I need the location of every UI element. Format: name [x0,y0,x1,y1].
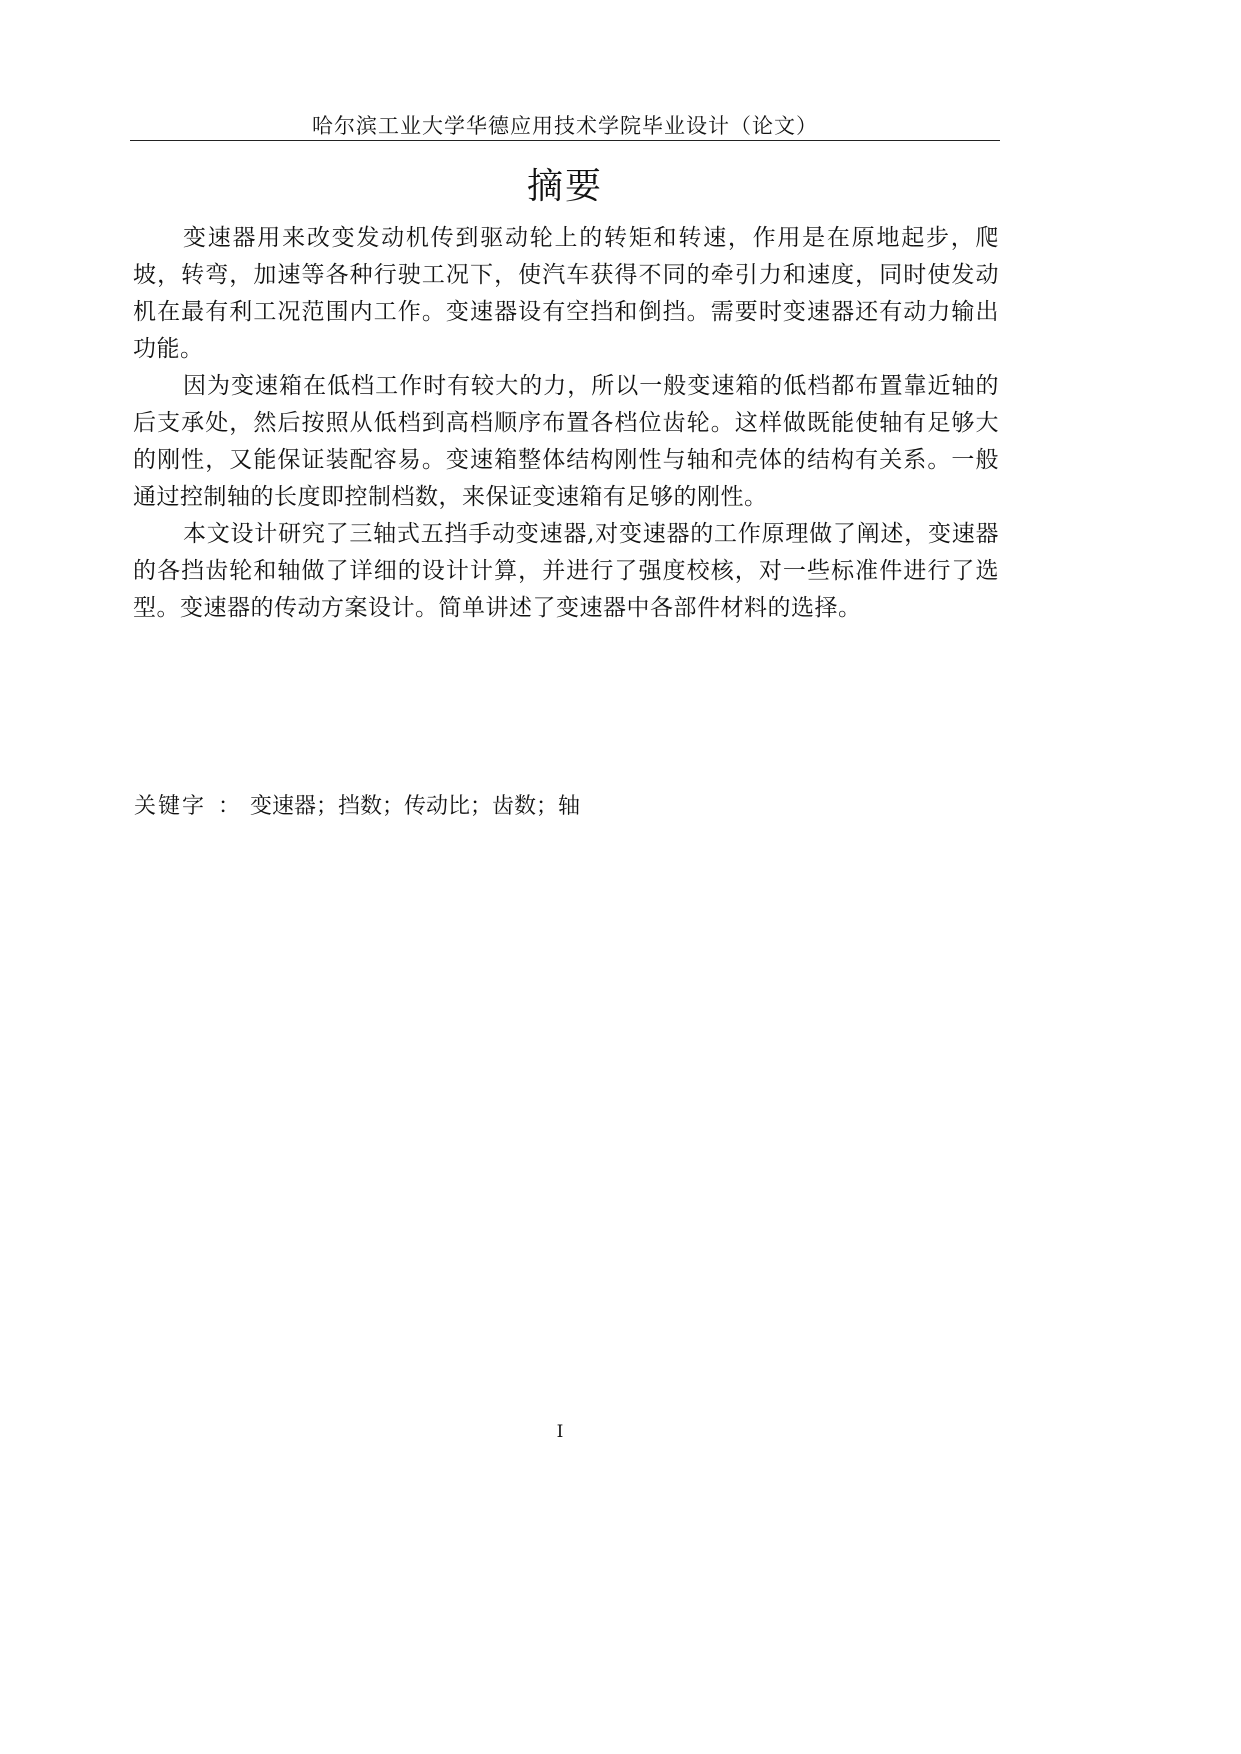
abstract-paragraph-3: 本文设计研究了三轴式五挡手动变速器,对变速器的工作原理做了阐述，变速器的各挡齿轮和轴做了详细的设计计算，并进行了强度校核，对一些标准件进行了选型。变速器的传动方案设计。简单讲述了变速器中各部件材料的选择。 [133,521,999,621]
abstract-body [133,220,999,627]
page-title: 摘要 [526,166,603,207]
abstract-paragraph-2: 因为变速箱在低档工作时有较大的力，所以一般变速箱的低档都布置靠近轴的后支承处，然后按照从低档到高档顺序布置各档位齿轮。这样做既能使轴有足够大的刚性，又能保证装配容易。变速箱整体结构刚性与轴和壳体的结构有关系。一般通过控制轴的长度即控制档数，来保证变速箱有足够的刚性。 [133,373,999,510]
keywords-separator: ： [218,794,241,819]
running-header: 哈尔滨工业大学华德应用技术学院毕业设计（论文） [312,114,818,138]
keywords-label: 关键字 [134,794,207,819]
header-rule [130,140,1000,141]
keywords-line [134,789,580,820]
keywords-value: 变速器；挡数；传动比；齿数；轴 [250,794,581,819]
abstract-paragraph-1: 变速器用来改变发动机传到驱动轮上的转矩和转速，作用是在原地起步，爬坡，转弯，加速等各种行驶工况下，使汽车获得不同的牵引力和速度，同时使发动机在最有利工况范围内工作。变速器设有空挡和倒挡。需要时变速器还有动力输出功能。 [133,225,999,362]
page-number: I [556,1422,564,1442]
